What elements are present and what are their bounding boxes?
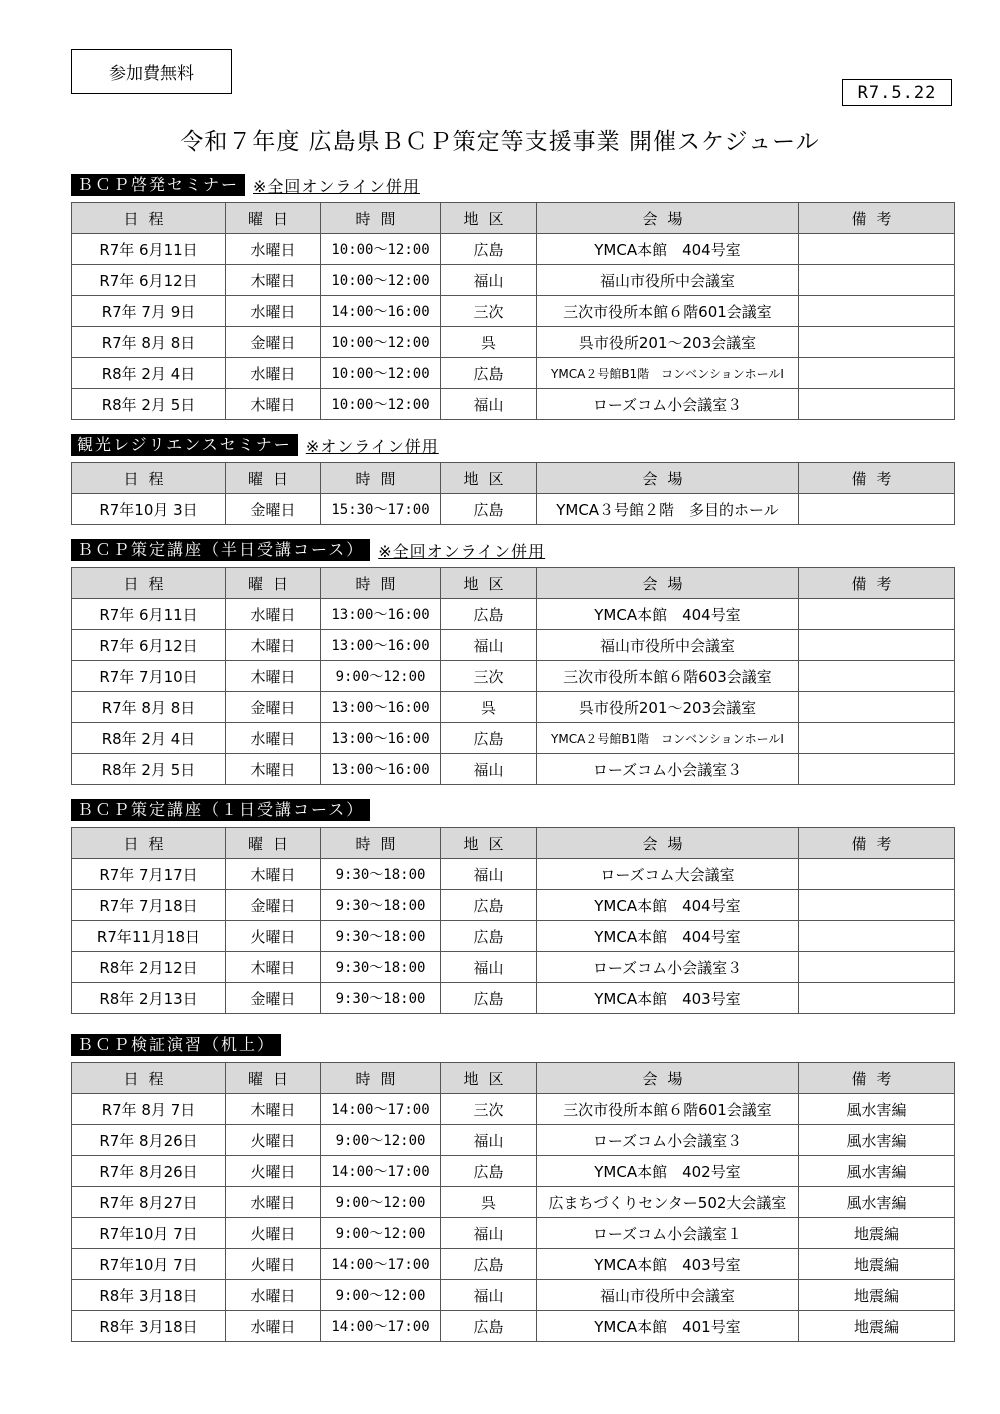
cell-time: 9:30～18:00: [321, 859, 441, 890]
cell-weekday: 火曜日: [226, 1125, 321, 1156]
schedule-table: [71, 1062, 955, 1342]
cell-area: 広島: [441, 234, 537, 265]
column-header-area: 地区: [441, 568, 537, 599]
table-row: [72, 599, 955, 630]
cell-weekday: 木曜日: [226, 1094, 321, 1125]
cell-weekday: 水曜日: [226, 1187, 321, 1218]
cell-venue: YMCA本館 404号室: [537, 599, 799, 630]
column-header-venue: 会場: [537, 463, 799, 494]
section-header: [71, 1034, 954, 1056]
cell-date: R8年 3月18日: [72, 1311, 226, 1342]
cell-area: 広島: [441, 890, 537, 921]
cell-remarks: [799, 234, 955, 265]
cell-remarks: 風水害編: [799, 1125, 955, 1156]
table-row: [72, 661, 955, 692]
column-header-date: 日程: [72, 463, 226, 494]
cell-venue: ローズコム小会議室３: [537, 754, 799, 785]
table-row: [72, 1249, 955, 1280]
cell-area: 福山: [441, 754, 537, 785]
table-row: [72, 327, 955, 358]
cell-time: 14:00～16:00: [321, 296, 441, 327]
column-header-date: 日程: [72, 203, 226, 234]
cell-remarks: 地震編: [799, 1249, 955, 1280]
cell-weekday: 水曜日: [226, 599, 321, 630]
cell-weekday: 木曜日: [226, 265, 321, 296]
cell-time: 9:00～12:00: [321, 1125, 441, 1156]
cell-remarks: [799, 754, 955, 785]
cell-venue: YMCA本館 401号室: [537, 1311, 799, 1342]
cell-area: 広島: [441, 1249, 537, 1280]
cell-area: 三次: [441, 296, 537, 327]
cell-remarks: [799, 389, 955, 420]
cell-remarks: [799, 327, 955, 358]
cell-date: R7年 6月12日: [72, 265, 226, 296]
cell-time: 9:00～12:00: [321, 1187, 441, 1218]
cell-weekday: 木曜日: [226, 389, 321, 420]
table-header-row: [72, 463, 955, 494]
cell-venue: 三次市役所本館６階603会議室: [537, 661, 799, 692]
cell-time: 9:30～18:00: [321, 890, 441, 921]
column-header-weekday: 曜日: [226, 463, 321, 494]
page-title: 令和７年度 広島県ＢＣＰ策定等支援事業 開催スケジュール: [180, 129, 820, 155]
cell-area: 広島: [441, 983, 537, 1014]
column-header-weekday: 曜日: [226, 1063, 321, 1094]
cell-venue: YMCA２号館B1階 コンベンションホールⅠ: [537, 358, 799, 389]
section-bcp-exercise: [71, 1034, 954, 1342]
cell-venue: YMCA２号館B1階 コンベンションホールⅠ: [537, 723, 799, 754]
section-note: ※全回オンライン併用: [378, 541, 546, 561]
cell-weekday: 水曜日: [226, 296, 321, 327]
cell-venue: 呉市役所201～203会議室: [537, 692, 799, 723]
schedule-table: [71, 567, 955, 785]
cell-venue: ローズコム大会議室: [537, 859, 799, 890]
cell-weekday: 火曜日: [226, 1156, 321, 1187]
cell-time: 10:00～12:00: [321, 389, 441, 420]
cell-remarks: [799, 599, 955, 630]
cell-date: R7年 8月 8日: [72, 327, 226, 358]
column-header-date: 日程: [72, 828, 226, 859]
cell-venue: 福山市役所中会議室: [537, 265, 799, 296]
column-header-time: 時間: [321, 463, 441, 494]
section-title: ＢＣＰ啓発セミナー: [71, 174, 245, 196]
cell-date: R8年 2月 4日: [72, 358, 226, 389]
cell-time: 10:00～12:00: [321, 327, 441, 358]
cell-date: R8年 2月 5日: [72, 754, 226, 785]
cell-date: R7年 6月11日: [72, 599, 226, 630]
cell-venue: 福山市役所中会議室: [537, 1280, 799, 1311]
cell-area: 福山: [441, 1125, 537, 1156]
column-header-date: 日程: [72, 568, 226, 599]
cell-weekday: 木曜日: [226, 859, 321, 890]
cell-time: 13:00～16:00: [321, 754, 441, 785]
cell-area: 福山: [441, 859, 537, 890]
cell-area: 三次: [441, 661, 537, 692]
cell-area: 福山: [441, 952, 537, 983]
cell-area: 福山: [441, 630, 537, 661]
cell-venue: ローズコム小会議室１: [537, 1218, 799, 1249]
cell-venue: 三次市役所本館６階601会議室: [537, 1094, 799, 1125]
column-header-remarks: 備考: [799, 203, 955, 234]
cell-venue: 三次市役所本館６階601会議室: [537, 296, 799, 327]
cell-area: 福山: [441, 1280, 537, 1311]
table-row: [72, 692, 955, 723]
cell-venue: 福山市役所中会議室: [537, 630, 799, 661]
column-header-venue: 会場: [537, 568, 799, 599]
cell-remarks: [799, 983, 955, 1014]
column-header-remarks: 備考: [799, 828, 955, 859]
cell-remarks: 地震編: [799, 1280, 955, 1311]
cell-remarks: [799, 723, 955, 754]
column-header-remarks: 備考: [799, 568, 955, 599]
cell-weekday: 木曜日: [226, 661, 321, 692]
cell-remarks: [799, 692, 955, 723]
table-header-row: [72, 203, 955, 234]
cell-weekday: 金曜日: [226, 494, 321, 525]
cell-date: R8年 2月 4日: [72, 723, 226, 754]
cell-date: R8年 2月13日: [72, 983, 226, 1014]
cell-time: 9:00～12:00: [321, 1280, 441, 1311]
cell-area: 三次: [441, 1094, 537, 1125]
cell-date: R8年 2月 5日: [72, 389, 226, 420]
cell-venue: 広まちづくりセンター502大会議室: [537, 1187, 799, 1218]
cell-weekday: 木曜日: [226, 754, 321, 785]
cell-time: 13:00～16:00: [321, 723, 441, 754]
cell-venue: ローズコム小会議室３: [537, 389, 799, 420]
document-date: R7.5.22: [842, 79, 952, 106]
cell-date: R7年 8月 8日: [72, 692, 226, 723]
cell-time: 13:00～16:00: [321, 630, 441, 661]
cell-date: R7年10月 7日: [72, 1218, 226, 1249]
cell-date: R7年 8月26日: [72, 1156, 226, 1187]
column-header-area: 地区: [441, 1063, 537, 1094]
table-row: [72, 296, 955, 327]
cell-time: 10:00～12:00: [321, 358, 441, 389]
cell-date: R7年 7月17日: [72, 859, 226, 890]
cell-remarks: [799, 952, 955, 983]
column-header-area: 地区: [441, 828, 537, 859]
section-bcp-course-half-day: [71, 539, 954, 785]
table-row: [72, 265, 955, 296]
cell-venue: 呉市役所201～203会議室: [537, 327, 799, 358]
column-header-weekday: 曜日: [226, 828, 321, 859]
cell-weekday: 水曜日: [226, 723, 321, 754]
section-note: ※オンライン併用: [305, 436, 439, 456]
cell-date: R8年 2月12日: [72, 952, 226, 983]
cell-time: 14:00～17:00: [321, 1249, 441, 1280]
section-resilience-seminar: [71, 434, 954, 525]
cell-date: R7年 7月18日: [72, 890, 226, 921]
cell-time: 9:30～18:00: [321, 952, 441, 983]
cell-venue: ローズコム小会議室３: [537, 1125, 799, 1156]
schedule-table: [71, 202, 955, 420]
table-row: [72, 1156, 955, 1187]
cell-remarks: [799, 494, 955, 525]
cell-remarks: [799, 661, 955, 692]
cell-remarks: 地震編: [799, 1311, 955, 1342]
column-header-venue: 会場: [537, 828, 799, 859]
table-row: [72, 1125, 955, 1156]
column-header-venue: 会場: [537, 1063, 799, 1094]
table-row: [72, 983, 955, 1014]
cell-time: 9:00～12:00: [321, 661, 441, 692]
cell-area: 広島: [441, 599, 537, 630]
section-title: ＢＣＰ策定講座（１日受講コース）: [71, 799, 370, 821]
cell-area: 福山: [441, 265, 537, 296]
cell-date: R8年 3月18日: [72, 1280, 226, 1311]
cell-time: 9:00～12:00: [321, 1218, 441, 1249]
cell-venue: YMCA本館 404号室: [537, 890, 799, 921]
cell-venue: YMCA３号館２階 多目的ホール: [537, 494, 799, 525]
table-row: [72, 234, 955, 265]
section-header: [71, 434, 954, 456]
table-row: [72, 1311, 955, 1342]
column-header-time: 時間: [321, 1063, 441, 1094]
column-header-remarks: 備考: [799, 1063, 955, 1094]
section-title: ＢＣＰ策定講座（半日受講コース）: [71, 539, 370, 561]
table-header-row: [72, 828, 955, 859]
cell-venue: YMCA本館 403号室: [537, 983, 799, 1014]
cell-area: 広島: [441, 921, 537, 952]
section-header: [71, 174, 954, 196]
cell-remarks: 風水害編: [799, 1094, 955, 1125]
table-row: [72, 1218, 955, 1249]
cell-weekday: 水曜日: [226, 1311, 321, 1342]
cell-weekday: 水曜日: [226, 358, 321, 389]
section-bcp-course-full-day: [71, 799, 954, 1014]
table-row: [72, 859, 955, 890]
cell-weekday: 金曜日: [226, 983, 321, 1014]
cell-remarks: [799, 296, 955, 327]
cell-weekday: 金曜日: [226, 890, 321, 921]
cell-remarks: 風水害編: [799, 1187, 955, 1218]
cell-weekday: 金曜日: [226, 692, 321, 723]
cell-time: 15:30～17:00: [321, 494, 441, 525]
cell-venue: ローズコム小会議室３: [537, 952, 799, 983]
cell-area: 広島: [441, 358, 537, 389]
cell-date: R7年 7月 9日: [72, 296, 226, 327]
table-row: [72, 1280, 955, 1311]
table-header-row: [72, 1063, 955, 1094]
table-header-row: [72, 568, 955, 599]
cell-weekday: 火曜日: [226, 921, 321, 952]
table-row: [72, 1187, 955, 1218]
cell-remarks: [799, 358, 955, 389]
cell-remarks: [799, 265, 955, 296]
cell-date: R7年 8月27日: [72, 1187, 226, 1218]
column-header-time: 時間: [321, 828, 441, 859]
section-note: ※全回オンライン併用: [253, 176, 420, 196]
column-header-area: 地区: [441, 203, 537, 234]
cell-weekday: 水曜日: [226, 234, 321, 265]
section-bcp-seminar: [71, 174, 954, 420]
cell-venue: YMCA本館 404号室: [537, 921, 799, 952]
cell-area: 広島: [441, 723, 537, 754]
cell-weekday: 水曜日: [226, 1280, 321, 1311]
cell-remarks: [799, 630, 955, 661]
cell-time: 14:00～17:00: [321, 1156, 441, 1187]
cell-remarks: [799, 859, 955, 890]
schedule-table: [71, 462, 955, 525]
cell-area: 呉: [441, 692, 537, 723]
cell-remarks: [799, 921, 955, 952]
column-header-weekday: 曜日: [226, 568, 321, 599]
section-title: 観光レジリエンスセミナー: [71, 434, 298, 456]
cell-area: 広島: [441, 1311, 537, 1342]
cell-area: 福山: [441, 1218, 537, 1249]
cell-weekday: 木曜日: [226, 952, 321, 983]
column-header-venue: 会場: [537, 203, 799, 234]
cell-area: 呉: [441, 1187, 537, 1218]
cell-weekday: 木曜日: [226, 630, 321, 661]
cell-date: R7年 7月10日: [72, 661, 226, 692]
table-row: [72, 1094, 955, 1125]
cell-remarks: 風水害編: [799, 1156, 955, 1187]
column-header-remarks: 備考: [799, 463, 955, 494]
cell-date: R7年10月 7日: [72, 1249, 226, 1280]
cell-time: 10:00～12:00: [321, 234, 441, 265]
cell-area: 福山: [441, 389, 537, 420]
cell-area: 呉: [441, 327, 537, 358]
table-row: [72, 754, 955, 785]
cell-venue: YMCA本館 404号室: [537, 234, 799, 265]
cell-date: R7年 8月26日: [72, 1125, 226, 1156]
table-row: [72, 494, 955, 525]
cell-time: 10:00～12:00: [321, 265, 441, 296]
column-header-area: 地区: [441, 463, 537, 494]
table-row: [72, 358, 955, 389]
table-row: [72, 723, 955, 754]
cell-date: R7年10月 3日: [72, 494, 226, 525]
table-row: [72, 389, 955, 420]
free-admission-badge: 参加費無料: [71, 49, 232, 94]
cell-weekday: 火曜日: [226, 1249, 321, 1280]
cell-remarks: 地震編: [799, 1218, 955, 1249]
table-row: [72, 921, 955, 952]
cell-time: 9:30～18:00: [321, 921, 441, 952]
section-header: [71, 799, 954, 821]
section-title: ＢＣＰ検証演習（机上）: [71, 1034, 281, 1056]
cell-time: 14:00～17:00: [321, 1094, 441, 1125]
table-row: [72, 630, 955, 661]
cell-weekday: 金曜日: [226, 327, 321, 358]
cell-time: 13:00～16:00: [321, 599, 441, 630]
cell-time: 13:00～16:00: [321, 692, 441, 723]
cell-date: R7年11月18日: [72, 921, 226, 952]
cell-date: R7年 8月 7日: [72, 1094, 226, 1125]
column-header-date: 日程: [72, 1063, 226, 1094]
cell-area: 広島: [441, 494, 537, 525]
cell-remarks: [799, 890, 955, 921]
cell-time: 9:30～18:00: [321, 983, 441, 1014]
column-header-weekday: 曜日: [226, 203, 321, 234]
column-header-time: 時間: [321, 568, 441, 599]
cell-date: R7年 6月11日: [72, 234, 226, 265]
table-row: [72, 890, 955, 921]
cell-venue: YMCA本館 402号室: [537, 1156, 799, 1187]
schedule-table: [71, 827, 955, 1014]
cell-time: 14:00～17:00: [321, 1311, 441, 1342]
cell-date: R7年 6月12日: [72, 630, 226, 661]
cell-area: 広島: [441, 1156, 537, 1187]
cell-venue: YMCA本館 403号室: [537, 1249, 799, 1280]
section-header: [71, 539, 954, 561]
cell-weekday: 火曜日: [226, 1218, 321, 1249]
column-header-time: 時間: [321, 203, 441, 234]
table-row: [72, 952, 955, 983]
